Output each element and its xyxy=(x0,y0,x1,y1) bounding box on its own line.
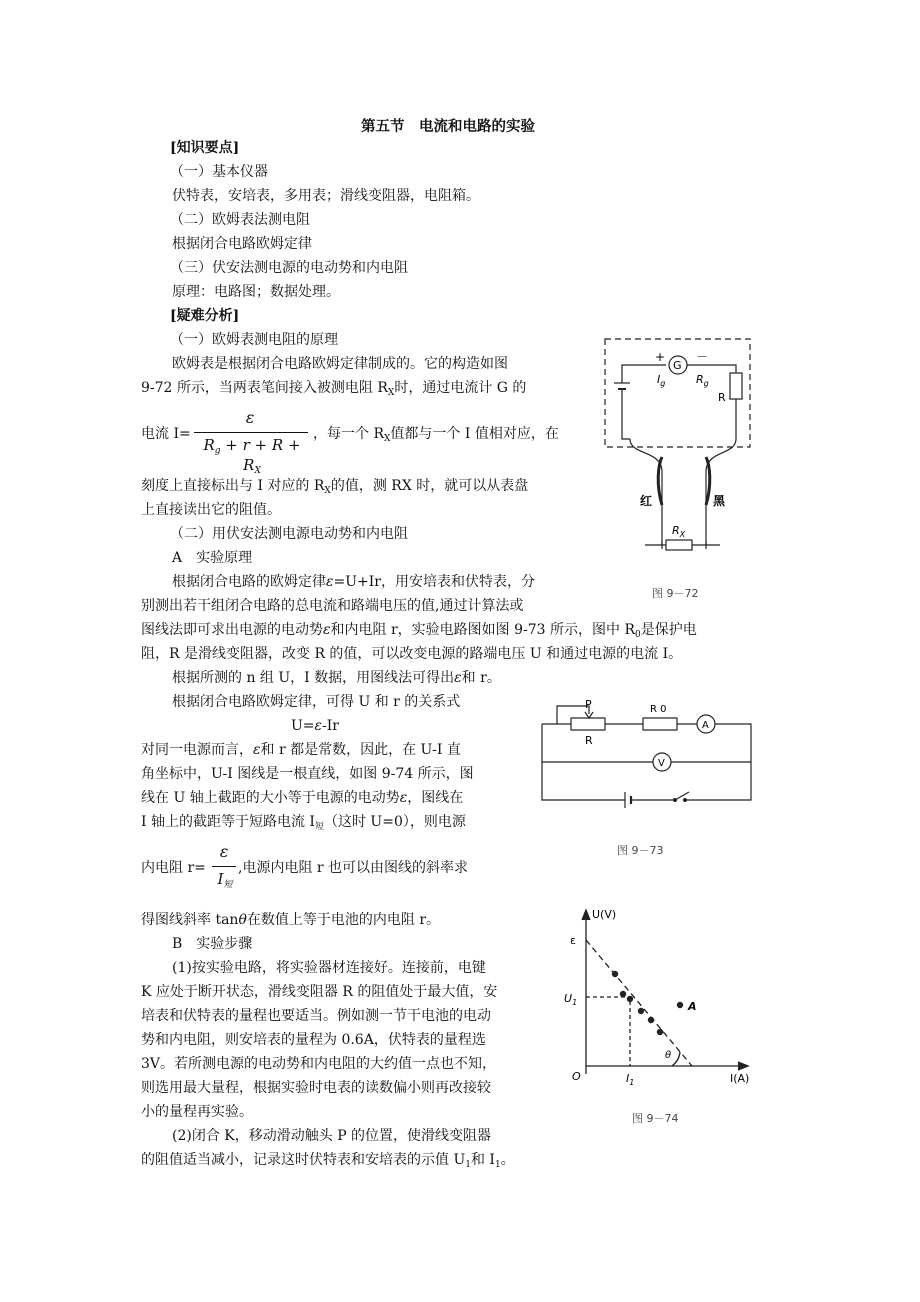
paragraph-line: 得图线斜率 tanθ在数值上等于电池的内电阻 r。 xyxy=(141,912,441,928)
section-1-text: 伏特表，安培表，多用表；滑线变阻器，电阻箱。 xyxy=(172,188,480,204)
fraction-numerator: ε xyxy=(245,408,255,427)
paragraph-line: I 轴上的截距等于短路电流 $I_短$（这时 U=0），则电源 xyxy=(141,814,466,832)
fit-line xyxy=(586,940,692,1066)
paragraph-line: 阻，R 是滑线变阻器，改变 R 的值，可以改变电源的路端电压 U 和通过电源的电流 I。 xyxy=(141,646,683,662)
paragraph-line: 上直接读出它的阻值。 xyxy=(141,502,281,518)
analysis-s1-heading: （一）欧姆表测电阻的原理 xyxy=(170,332,338,348)
fraction-numerator: ε xyxy=(219,842,229,861)
fraction-denominator: $I_短$ xyxy=(217,870,233,890)
figure-9-72-caption: 图 9－72 xyxy=(652,587,699,600)
figure-9-74 xyxy=(560,902,760,1087)
rx-label: $R_X$ xyxy=(672,524,686,539)
fraction-line xyxy=(212,866,236,867)
paragraph-line: 欧姆表是根据闭合电路欧姆定律制成的。它的构造如图 xyxy=(172,356,508,372)
plus-label: + xyxy=(655,350,666,364)
paragraph-line: 刻度上直接标出与 I 对应的 $R_X$的值，测 RX 时，就可以从表盘 xyxy=(141,478,529,496)
paragraph-line: 9-72 所示，当两表笔间接入被测电阻 $R_X$时，通过电流计 G 的 xyxy=(141,380,527,398)
section-3-text: 原理：电路图；数据处理。 xyxy=(172,284,340,300)
figure-9-74-caption: 图 9－74 xyxy=(632,1112,679,1125)
resistor-r0-icon xyxy=(643,718,677,730)
r0-label: R 0 xyxy=(650,704,667,715)
voltmeter-label: V xyxy=(658,758,665,769)
paragraph-line: K 应处于断开状态，滑线变阻器 R 的阻值处于最大值，安 xyxy=(141,984,498,1000)
data-point-a xyxy=(677,1002,683,1008)
red-probe-label: 红 xyxy=(640,494,653,508)
black-probe-label: 黑 xyxy=(713,494,726,508)
r-label: R xyxy=(718,391,726,404)
minus-label: － xyxy=(696,350,709,364)
u1-label: $U_1$ xyxy=(564,992,578,1007)
section-3-heading: （三）伏安法测电源的电动势和内电阻 xyxy=(170,260,408,276)
theta-label: θ xyxy=(665,1050,672,1061)
paragraph-line: 培表和伏特表的量程也要适当。例如测一节干电池的电动 xyxy=(141,1008,491,1024)
data-point xyxy=(612,971,618,977)
paragraph-line: 3V。若所测电源的电动势和内电阻的大约值一点也不知， xyxy=(141,1056,497,1072)
paragraph-line: 图线法即可求出电源的电动势ε和内电阻 r，实验电路图如图 9-73 所示，图中 $R_0$是保护电 xyxy=(141,622,697,640)
subsection-b-heading: B 实验步骤 xyxy=(172,936,253,952)
section-1-heading: （一）基本仪器 xyxy=(170,164,268,180)
paragraph-line: 对同一电源而言，ε和 r 都是常数，因此，在 U-I 直 xyxy=(141,742,461,758)
paragraph-line: 根据闭合电路欧姆定律，可得 U 和 r 的关系式 xyxy=(172,694,461,710)
origin-label: O xyxy=(572,1070,581,1083)
paragraph-line: (1)按实验电路，将实验器材连接好。连接前，电键 xyxy=(172,960,486,976)
data-point xyxy=(627,996,633,1002)
paragraph-line: 根据闭合电路的欧姆定律ε=U+Ir，用安培表和伏特表，分 xyxy=(172,574,535,590)
galvanometer-label: G xyxy=(673,359,682,372)
paragraph-line: 势和内电阻，则安培表的量程为 0.6A，伏特表的量程选 xyxy=(141,1032,486,1048)
paragraph-line: 角坐标中，U-I 图线是一根直线，如图 9-74 所示，图 xyxy=(141,766,474,782)
resistor-r-icon xyxy=(730,373,742,399)
paragraph-line: (2)闭合 K，移动滑动触头 P 的位置，使滑线变阻器 xyxy=(172,1128,492,1144)
resistor-rx-icon xyxy=(666,540,692,550)
data-point xyxy=(657,1029,663,1035)
fraction-line xyxy=(194,432,308,433)
analysis-header: [疑难分析] xyxy=(170,308,240,324)
paragraph-line: 别测出若干组闭合电路的总电流和路端电压的值,通过计算法或 xyxy=(141,598,524,614)
figure-9-73-caption: 图 9－73 xyxy=(617,844,664,857)
paragraph-line: 小的量程再实验。 xyxy=(141,1104,253,1120)
paragraph-line: 内电阻 r= xyxy=(141,860,206,876)
paragraph-line: 线在 U 轴上截距的大小等于电源的电动势ε，图线在 xyxy=(141,790,464,806)
data-point xyxy=(638,1008,644,1014)
paragraph-line: 则选用最大量程，根据实验时电表的读数偏小则再改接较 xyxy=(141,1080,491,1096)
paragraph-line: 电流 I= xyxy=(141,426,191,442)
subsection-a-heading: A 实验原理 xyxy=(172,550,253,566)
u-axis-label: U(V) xyxy=(592,908,617,921)
figure-9-73 xyxy=(535,692,765,810)
figure-9-72 xyxy=(600,335,760,605)
point-a-label: A xyxy=(688,1000,697,1013)
rheostat-icon xyxy=(571,718,605,730)
fraction-denominator: $R_g + r + R + R_X$ xyxy=(203,436,301,476)
i-axis-label: I(A) xyxy=(730,1072,750,1085)
paragraph-line: 根据所测的 n 组 U，I 数据，用图线法可得出ε和 r。 xyxy=(172,670,501,686)
paragraph-line: 的阻值适当减小，记录这时伏特表和安培表的示值 $U_1$和 $I_1$。 xyxy=(141,1152,515,1170)
section-2-text: 根据闭合电路欧姆定律 xyxy=(172,236,312,252)
i1-label: $I_1$ xyxy=(626,1072,635,1087)
ammeter-label: A xyxy=(702,720,709,731)
r-label: R xyxy=(585,734,593,747)
paragraph-line: ,电源内电阻 r 也可以由图线的斜率求 xyxy=(238,860,469,876)
epsilon-label: ε xyxy=(570,934,576,947)
paragraph-line: ，每一个 $R_X$值都与一个 I 值相对应，在 xyxy=(313,426,559,444)
page-title: 第五节 电流和电路的实验 xyxy=(361,118,535,135)
p-label: P xyxy=(585,698,592,711)
formula-line: U=ε-Ir xyxy=(291,718,339,734)
analysis-s2-heading: （二）用伏安法测电源电动势和内电阻 xyxy=(170,526,408,542)
rg-label: $R_g$ xyxy=(696,373,709,388)
knowledge-header: [知识要点] xyxy=(170,140,240,156)
section-2-heading: （二）欧姆表法测电阻 xyxy=(170,212,310,228)
ig-label: $I_g$ xyxy=(657,373,666,388)
data-point xyxy=(620,991,626,997)
data-point xyxy=(648,1017,654,1023)
